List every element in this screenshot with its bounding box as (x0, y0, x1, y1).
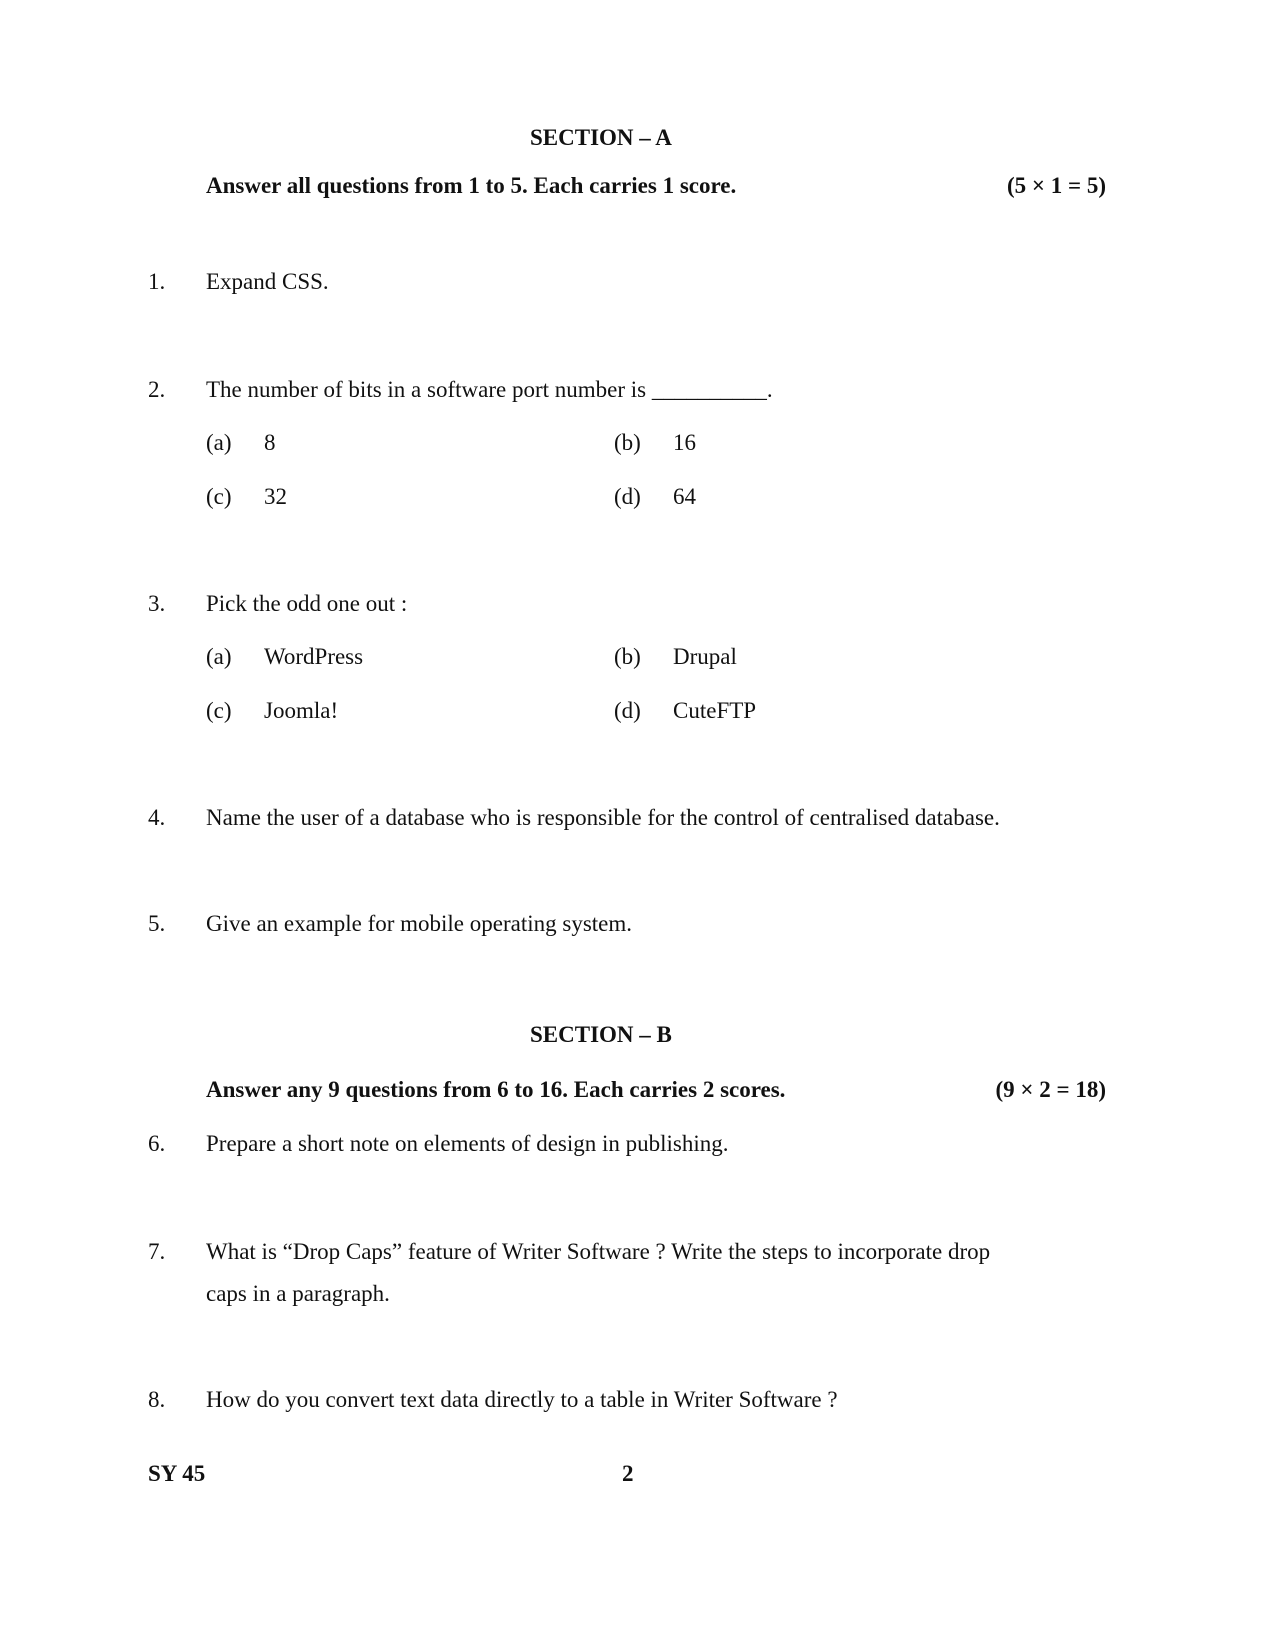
question-number: 1. (148, 269, 166, 294)
question-number: 8. (148, 1387, 166, 1412)
option-label: (b) (614, 430, 641, 455)
question-number: 5. (148, 911, 166, 936)
question-number: 6. (148, 1131, 166, 1156)
option-label: (b) (614, 644, 641, 669)
question-text: The number of bits in a software port number is __________. (206, 377, 773, 402)
question-text: Prepare a short note on elements of design in publishing. (206, 1131, 729, 1156)
question-number: 2. (148, 377, 166, 402)
section-b-instruction: Answer any 9 questions from 6 to 16. Each carries 2 scores. (206, 1077, 786, 1102)
question-text: Expand CSS. (206, 269, 329, 294)
option-text: CuteFTP (673, 698, 757, 723)
option-label: (a) (206, 644, 232, 669)
section-b-marks: (9 × 2 = 18) (995, 1077, 1106, 1102)
option-text: 64 (673, 484, 696, 509)
option-text: 8 (264, 430, 276, 455)
question-text: How do you convert text data directly to a table in Writer Software ? (206, 1387, 838, 1412)
option-text: WordPress (264, 644, 364, 669)
section-a-instruction: Answer all questions from 1 to 5. Each carries 1 score. (206, 173, 737, 198)
option-text: 16 (673, 430, 696, 455)
paper-code: SY 45 (148, 1461, 206, 1486)
option-label: (d) (614, 484, 641, 509)
question-text: Give an example for mobile operating system. (206, 911, 633, 936)
option-label: (c) (206, 484, 232, 509)
section-a-marks: (5 × 1 = 5) (1006, 173, 1106, 198)
question-number: 3. (148, 591, 166, 616)
section-a-heading: SECTION – A (530, 125, 672, 150)
question-text: Pick the odd one out : (206, 591, 408, 616)
question-text: Name the user of a database who is responsible for the control of centralised database. (206, 805, 1000, 830)
section-b-heading: SECTION – B (530, 1022, 672, 1047)
question-number: 7. (148, 1239, 166, 1264)
question-number: 4. (148, 805, 166, 830)
question-text-line-2: caps in a paragraph. (206, 1281, 390, 1306)
page-number: 2 (622, 1461, 634, 1486)
option-text: Joomla! (264, 698, 339, 723)
option-text: Drupal (673, 644, 737, 669)
option-text: 32 (264, 484, 287, 509)
option-label: (a) (206, 430, 232, 455)
option-label: (d) (614, 698, 641, 723)
question-text-line-1: What is “Drop Caps” feature of Writer Software ? Write the steps to incorporate drop (206, 1239, 991, 1264)
option-label: (c) (206, 698, 232, 723)
